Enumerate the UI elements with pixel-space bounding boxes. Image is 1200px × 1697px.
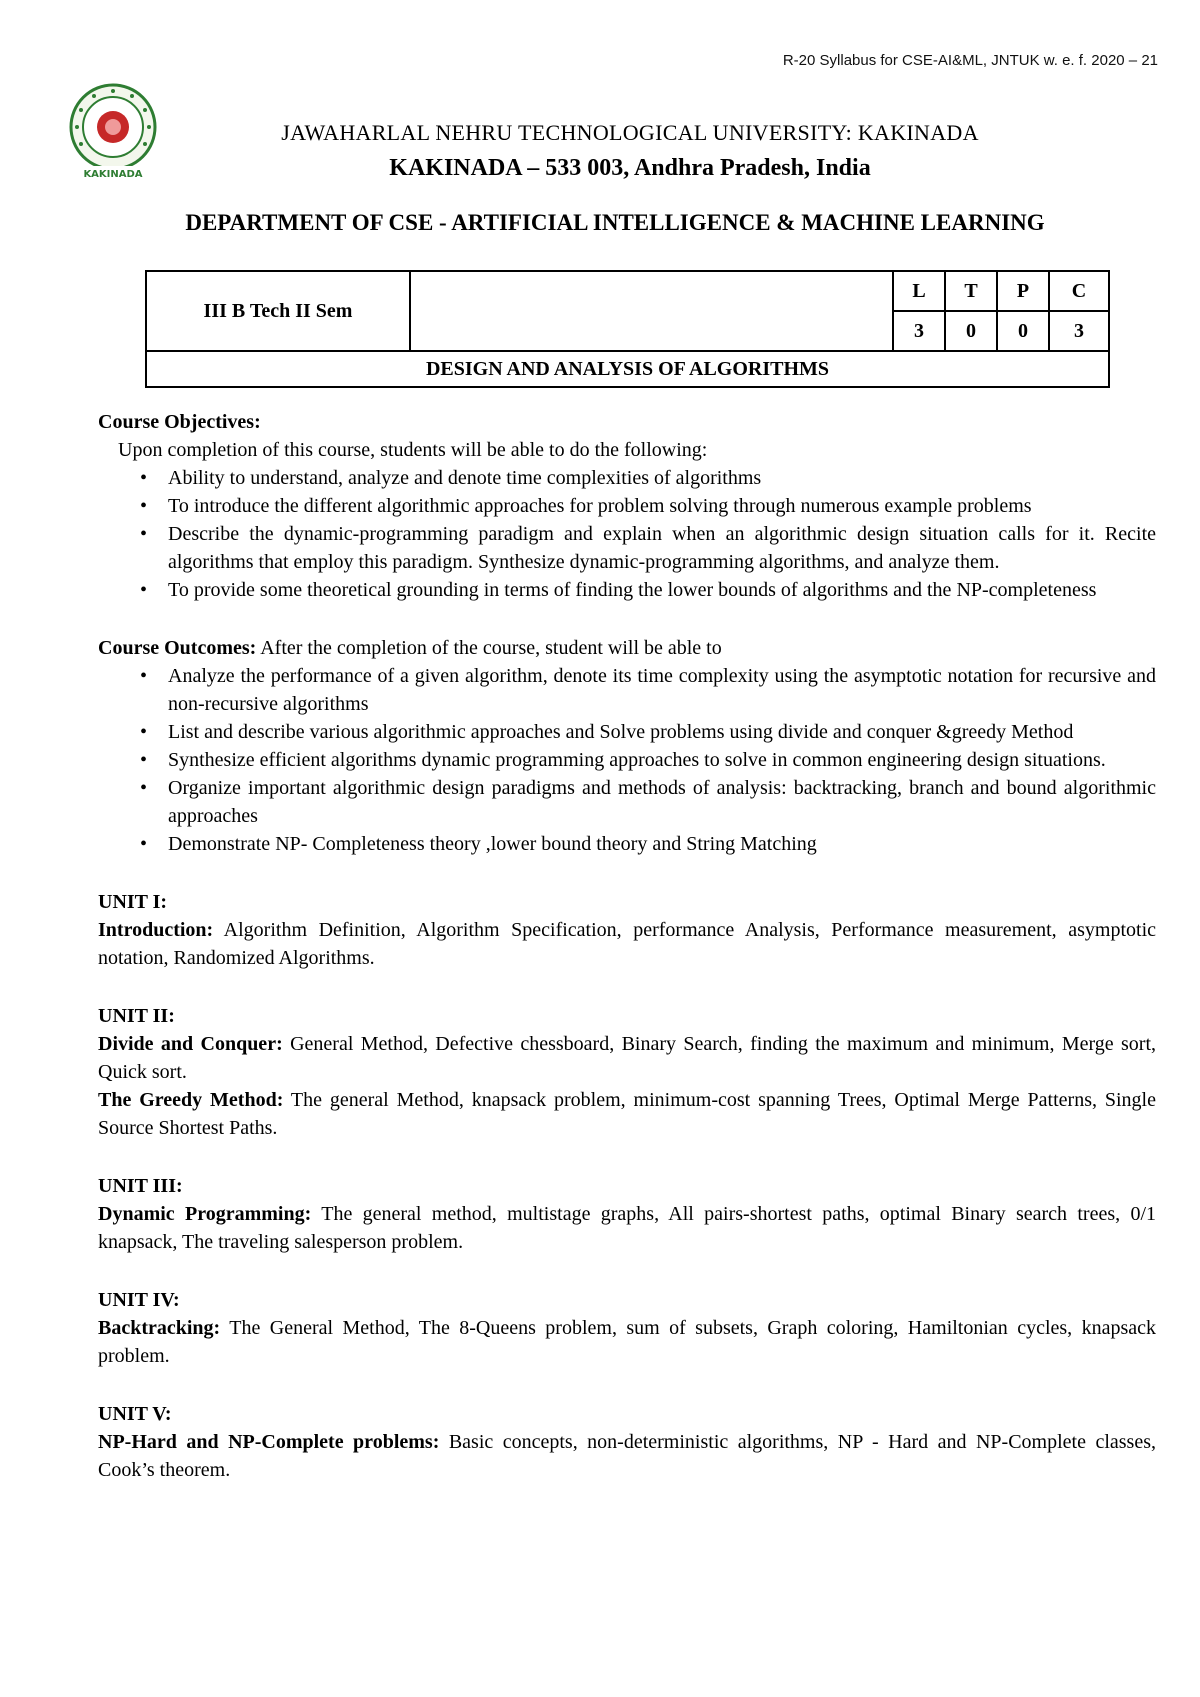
unit-topic: Divide and Conquer: General Method, Defective chessboard, Binary Search, finding the maximum and minimum, Merge sort, Quick sort. — [98, 1033, 1157, 1083]
list-item: • Analyze the performance of a given algorithm, denote its time complexity using the asymptotic notation for recursive and non-recursive algorithms — [98, 662, 1156, 718]
department-title: DEPARTMENT OF CSE - ARTIFICIAL INTELLIGENCE & MACHINE LEARNING — [185, 210, 1045, 235]
unit-topic: The Greedy Method: The general Method, knapsack problem, minimum-cost spanning Trees, Optimal Merge Patterns, Single Source Shortest Paths. — [98, 1089, 1156, 1139]
unit-5 — [98, 1400, 1156, 1484]
bullet-icon: • — [140, 833, 148, 855]
objectives-list — [98, 464, 1156, 604]
unit-topic: Dynamic Programming: The general method, multistage graphs, All pairs-shortest paths, optimal Binary search trees, 0/1 knapsack, The traveling salesperson problem. — [98, 1203, 1157, 1253]
bullet-icon: • — [140, 777, 148, 799]
list-item: • Synthesize efficient algorithms dynamic programming approaches to solve in common engineering design situations. — [98, 746, 1156, 774]
bullet-icon: • — [140, 495, 148, 517]
course-table — [145, 270, 1110, 388]
bullet-icon: • — [140, 665, 148, 687]
course-name-cell: DESIGN AND ANALYSIS OF ALGORITHMS — [146, 351, 1109, 387]
university-name: JAWAHARLAL NEHRU TECHNOLOGICAL UNIVERSITY: KAKINADA — [281, 120, 979, 145]
outcomes-list — [98, 662, 1156, 858]
bullet-icon: • — [140, 579, 148, 601]
ltpc-header-t: T — [945, 271, 997, 311]
objectives-intro: Upon completion of this course, students will be able to do the following: — [118, 439, 708, 461]
unit-topic: Backtracking: The General Method, The 8-Queens problem, sum of subsets, Graph coloring, Hamiltonian cycles, knapsack problem. — [98, 1317, 1156, 1367]
unit-1 — [98, 888, 1156, 972]
unit-title: UNIT IV: — [98, 1289, 180, 1311]
university-address: KAKINADA – 533 003, Andhra Pradesh, India — [389, 155, 871, 181]
unit-2 — [98, 1002, 1156, 1142]
bullet-icon: • — [140, 749, 148, 771]
seal-bottom-text: KAKINADA — [83, 169, 143, 180]
list-item: • Describe the dynamic-programming paradigm and explain when an algorithmic design situation calls for it. Recite algorithms that employ this paradigm. Synthesize dynamic-programming algorithms, and analyze them. — [98, 520, 1156, 576]
ltpc-value-l: 3 — [893, 311, 945, 351]
list-item: • To introduce the different algorithmic approaches for problem solving through numerous example problems — [98, 492, 1156, 520]
bullet-icon: • — [140, 523, 148, 545]
outcomes-intro-line — [98, 634, 1156, 662]
list-item: • Demonstrate NP- Completeness theory ,lower bound theory and String Matching — [98, 830, 1156, 858]
objectives-heading: Course Objectives: — [98, 411, 261, 433]
syllabus-content — [98, 408, 1156, 1484]
list-item: • To provide some theoretical grounding in terms of finding the lower bounds of algorithms and the NP-completeness — [98, 576, 1156, 604]
ltpc-header-l: L — [893, 271, 945, 311]
bullet-icon: • — [140, 467, 148, 489]
list-item: • List and describe various algorithmic approaches and Solve problems using divide and conquer &greedy Method — [98, 718, 1156, 746]
ltpc-value-p: 0 — [997, 311, 1049, 351]
bullet-icon: • — [140, 721, 148, 743]
outcomes-heading: Course Outcomes: — [98, 637, 257, 659]
blank-cell — [410, 271, 893, 351]
unit-title: UNIT V: — [98, 1403, 172, 1425]
ltpc-value-c: 3 — [1049, 311, 1109, 351]
list-item: • Ability to understand, analyze and denote time complexities of algorithms — [98, 464, 1156, 492]
ltpc-header-p: P — [997, 271, 1049, 311]
semester-cell: III B Tech II Sem — [146, 271, 410, 351]
unit-title: UNIT II: — [98, 1005, 175, 1027]
outcomes-intro: After the completion of the course, student will be able to — [256, 637, 722, 659]
page-header-note: R-20 Syllabus for CSE-AI&ML, JNTUK w. e. f. 2020 – 21 — [782, 52, 1158, 69]
unit-topic: Introduction: Algorithm Definition, Algorithm Specification, performance Analysis, Performance measurement, asymptotic notation, Randomized Algorithms. — [98, 919, 1156, 969]
unit-3 — [98, 1172, 1156, 1256]
list-item: • Organize important algorithmic design paradigms and methods of analysis: backtracking, branch and bound algorithmic approaches — [98, 774, 1156, 830]
ltpc-value-t: 0 — [945, 311, 997, 351]
ltpc-header-c: C — [1049, 271, 1109, 311]
unit-title: UNIT III: — [98, 1175, 183, 1197]
unit-title: UNIT I: — [98, 891, 168, 913]
unit-topic: NP-Hard and NP-Complete problems: Basic concepts, non-deterministic algorithms, NP - Hard and NP-Complete classes, Cook’s theorem. — [98, 1431, 1156, 1481]
unit-4 — [98, 1286, 1156, 1370]
